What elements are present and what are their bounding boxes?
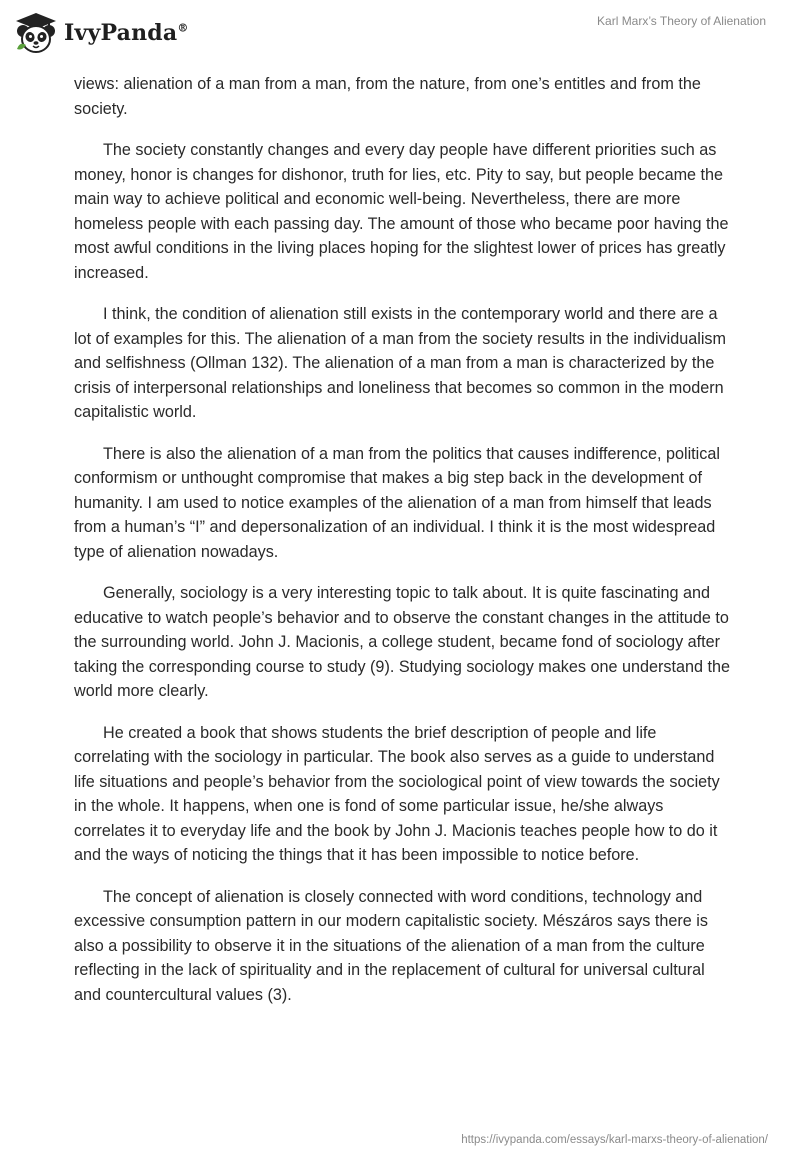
paragraph: I think, the condition of alienation still exists in the contemporary world and there are a lot of examples for this. The alienation of a man from the society results in the individualism and selfishness (Ollman 132). The alienation of a man from a man is characterized by the crisis of interpersonal relationships and loneliness that becomes so common in the modern capitalistic world. <box>74 305 727 421</box>
paragraph: Generally, sociology is a very interesting topic to talk about. It is quite fascinating and educative to watch people’s behavior and to observe the constant changes in the attitude to the surrounding world. John J. Macionis, a college student, became fond of sociology after taking the corresponding course to study (9). Studying sociology makes one understand the world more clearly. <box>74 584 730 700</box>
panda-graduate-icon <box>14 11 58 55</box>
source-url-link[interactable]: https://ivypanda.com/essays/karl-marxs-theory-of-alienation/ <box>461 1134 768 1146</box>
essay-body <box>74 72 734 1024</box>
ivypanda-logo[interactable] <box>14 8 189 58</box>
paragraph: The concept of alienation is closely connected with word conditions, technology and excessive consumption pattern in our modern capitalistic society. Mészáros says there is also a possibility to observe it in the situations of the alienation of a man from the culture reflecting in the lack of spirituality and in the replacement of cultural for universal cultural and countercultural values (3). <box>74 887 708 1004</box>
paragraph: The society constantly changes and every day people have different priorities such as money, honor is changes for dishonor, truth for lies, etc. Pity to say, but people became the main way to achieve political and economic well-being. Nevertheless, there are more homeless people with each passing day. The amount of those who became poor having the most awful conditions in the living places hoping for the slightest lower of prices has greatly increased. <box>74 141 729 282</box>
running-title: Karl Marx’s Theory of Alienation <box>597 14 766 28</box>
paragraph: There is also the alienation of a man from the politics that causes indifference, political conformism or unthought compromise that makes a big step back in the development of humanity. I am used to notice examples of the alienation of a man from himself that leads from a human’s “I” and depersonalization of an individual. I think it is the most widespread type of alienation nowadays. <box>74 444 720 561</box>
brand-name: IvyPanda® <box>64 20 189 46</box>
page-header <box>0 0 800 70</box>
paragraph: He created a book that shows students the brief description of people and life correlating with the sociology in particular. The book also serves as a guide to understand life situations and people’s behavior from the sociological point of view towards the society in the whole. It happens, when one is fond of some particular issue, he/she always correlates it to everyday life and the book by John J. Macionis teaches people how to do it and the ways of noticing the things that it has been impossible to notice before. <box>74 723 720 864</box>
paragraph: views: alienation of a man from a man, from the nature, from one’s entitles and from the society. <box>74 75 701 118</box>
